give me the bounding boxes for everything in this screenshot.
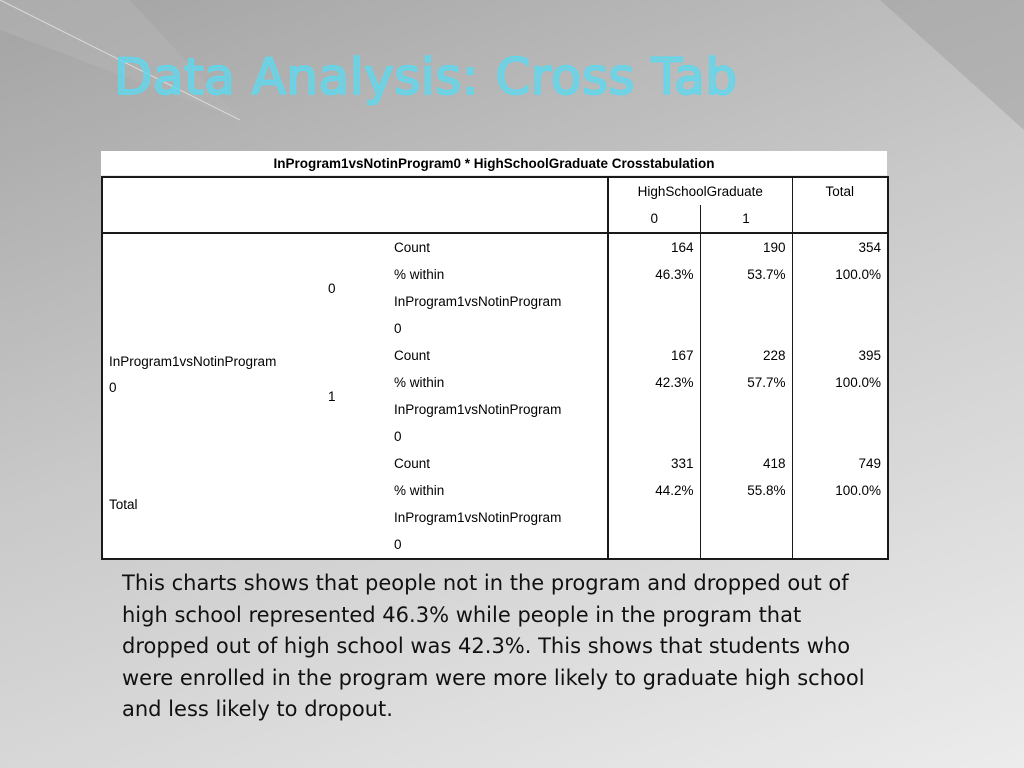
stat-label: Count — [388, 233, 608, 261]
table-cell: 164 — [608, 233, 700, 261]
row-value-0: 0 — [328, 280, 336, 296]
col-group-header: HighSchoolGraduate — [608, 177, 792, 205]
explanation-paragraph: This charts shows that people not in the program and dropped out of high school represented 46.3% while people in the program that dropped out of high school was 42.3%. This shows that students who were enrolled in the program were more likely to graduate high school and less likely to dropout. — [122, 571, 865, 721]
table-cell-empty — [700, 504, 792, 531]
table-cell: 100.0% — [835, 267, 882, 282]
col-header-1: 1 — [700, 205, 792, 233]
stat-label: InProgram1vsNotinProgram — [388, 396, 608, 423]
table-cell: 46.3% — [608, 261, 700, 288]
table-cell: 167 — [608, 342, 700, 369]
table-cell: 418 — [700, 450, 792, 477]
table-cell: 100.0% — [835, 375, 882, 390]
table-caption: InProgram1vsNotinProgram0 * HighSchoolGraduate Crosstabulation — [101, 151, 887, 176]
slide-title: Data Analysis: Cross Tab — [114, 48, 738, 106]
stat-label: % within — [388, 261, 608, 288]
table-cell-empty — [700, 423, 792, 450]
table-cell: 55.8% — [700, 477, 792, 504]
crosstab-table — [101, 151, 887, 560]
table-cell: 395 — [858, 348, 882, 363]
stat-label: InProgram1vsNotinProgram — [388, 288, 608, 315]
table-cell: 100.0% — [835, 483, 882, 498]
row-variable-label — [102, 233, 322, 450]
header-empty-2 — [102, 205, 608, 233]
table-cell: 57.7% — [700, 369, 792, 396]
table-cell-empty — [792, 423, 888, 450]
table-cell-empty — [700, 288, 792, 315]
row-value-1: 1 — [328, 388, 336, 404]
table-cell-empty — [608, 504, 700, 531]
row-variable-label-line1: InProgram1vsNotinProgram — [109, 354, 277, 369]
table-cell-empty — [608, 288, 700, 315]
total-row-label: Total — [109, 496, 138, 512]
table-cell-empty — [792, 531, 888, 559]
table-cell-empty — [700, 531, 792, 559]
col-total-header: Total — [825, 184, 855, 199]
table-cell-empty — [792, 504, 888, 531]
table-cell-empty — [608, 315, 700, 342]
col-header-0: 0 — [608, 205, 700, 233]
table-cell: 331 — [608, 450, 700, 477]
table-cell-empty — [792, 315, 888, 342]
stat-label: % within — [388, 477, 608, 504]
table-cell: 749 — [858, 456, 882, 471]
table-cell-empty — [792, 396, 888, 423]
table-cell: 42.3% — [608, 369, 700, 396]
table-cell: 44.2% — [608, 477, 700, 504]
row-variable-label-line2: 0 — [109, 380, 117, 395]
table-cell-empty — [792, 288, 888, 315]
stat-label: 0 — [388, 531, 608, 559]
stat-label: Count — [388, 450, 608, 477]
table-cell-empty — [608, 423, 700, 450]
table-cell: 53.7% — [700, 261, 792, 288]
stat-label: 0 — [388, 315, 608, 342]
header-empty — [102, 177, 608, 205]
table-cell-empty — [700, 396, 792, 423]
stat-label: 0 — [388, 423, 608, 450]
table-cell-empty — [700, 315, 792, 342]
table-cell: 228 — [700, 342, 792, 369]
col-header-total-empty — [792, 205, 888, 233]
stat-label: % within — [388, 369, 608, 396]
stat-label: InProgram1vsNotinProgram — [388, 504, 608, 531]
table-cell: 354 — [858, 240, 882, 255]
stat-label: Count — [388, 342, 608, 369]
table-cell-empty — [608, 396, 700, 423]
table-cell-empty — [608, 531, 700, 559]
table-cell: 190 — [700, 233, 792, 261]
